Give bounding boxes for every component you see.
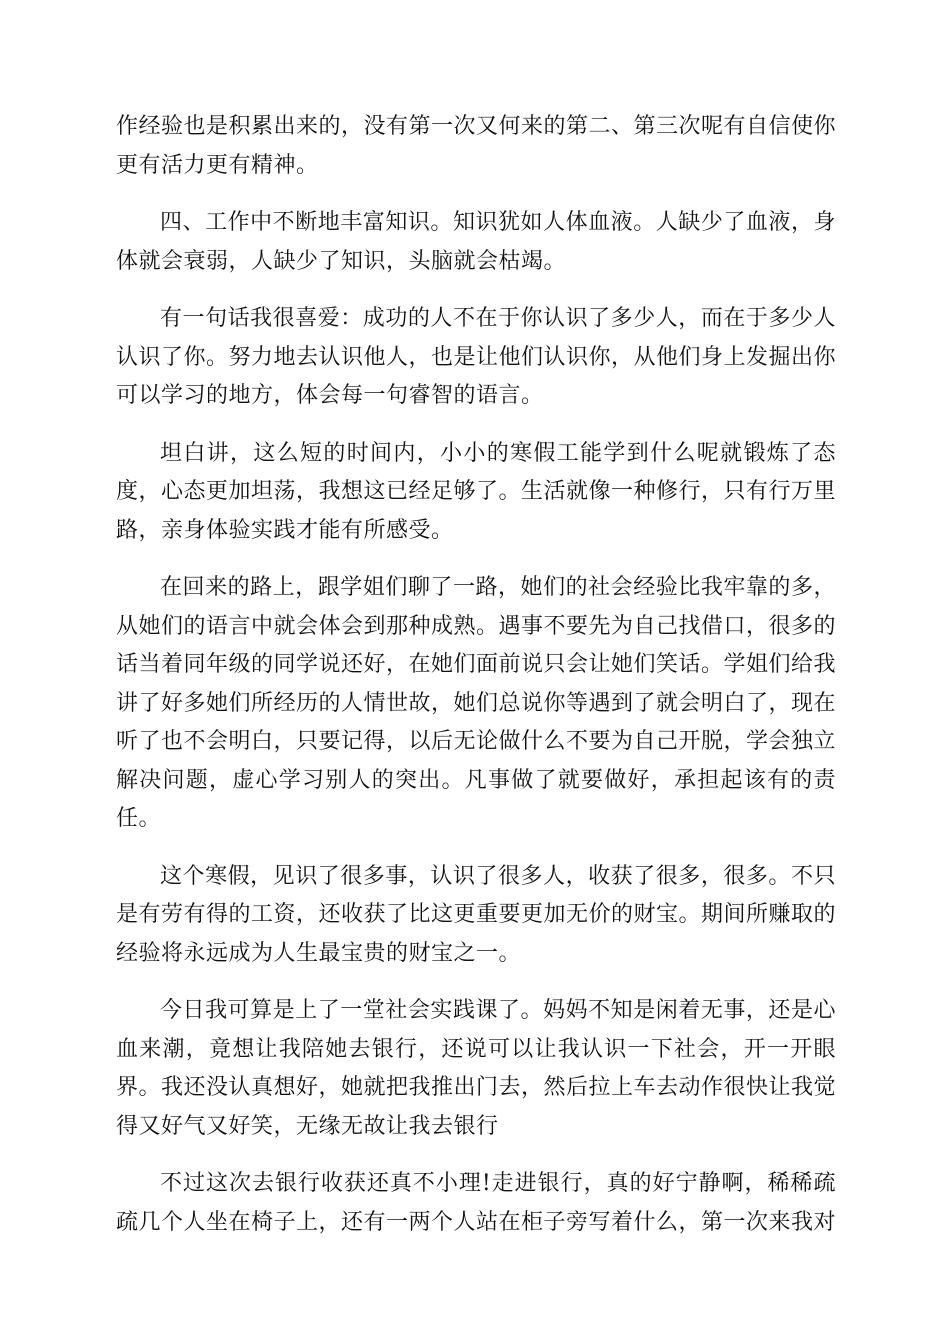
paragraph-8: 不过这次去银行收获还真不小理!走进银行，真的好宁静啊，稀稀疏疏几个人坐在椅子上，还有一两个人站在柜子旁写着什么，第一次来我对 <box>116 1171 837 1235</box>
paragraph-2: 四、工作中不断地丰富知识。知识犹如人体血液。人缺少了血液，身体就会衰弱，人缺少了知识，头脑就会枯竭。 <box>116 210 836 274</box>
paragraph-3: 有一句话我很喜爱：成功的人不在于你认识了多少人，而在于多少人认识了你。努力地去认识他人，也是让他们认识你，从他们身上发掘出你可以学习的地方，体会每一句睿智的语言。 <box>116 306 837 408</box>
document-body <box>116 108 836 1261</box>
paragraph-5: 在回来的路上，跟学姐们聊了一路，她们的社会经验比我牢靠的多，从她们的语言中就会体会到那种成熟。遇事不要先为自己找借口，很多的话当着同年级的同学说还好，在她们面前说只会让她们笑话。学姐们给我讲了好多她们所经历的人情世故，她们总说你等遇到了就会明白了，现在听了也不会明白，只要记得，以后无论做什么不要为自己开脱，学会独立解决问题，虚心学习别人的突出。凡事做了就要做好，承担起该有的责任。 <box>116 575 837 831</box>
paragraph-6: 这个寒假，见识了很多事，认识了很多人，收获了很多，很多。不只是有劳有得的工资，还收获了比这更重要更加无价的财宝。期间所赚取的经验将永远成为人生最宝贵的财宝之一。 <box>116 863 837 966</box>
paragraph-1: 作经验也是积累出来的，没有第一次又何来的第二、第三次呢有自信使你更有活力更有精神。 <box>116 114 837 178</box>
paragraph-7: 今日我可算是上了一堂社会实践课了。妈妈不知是闲着无事，还是心血来潮，竟想让我陪她去银行，还说可以让我认识一下社会，开一开眼界。我还没认真想好，她就把我推出门去，然后拉上车去动作很快让我觉得又好气又好笑，无缘无故让我去银行 <box>116 998 837 1139</box>
paragraph-4: 坦白讲，这么短的时间内，小小的寒假工能学到什么呢就锻炼了态度，心态更加坦荡，我想这已经足够了。生活就像一种修行，只有行万里路，亲身体验实践才能有所感受。 <box>116 440 837 543</box>
